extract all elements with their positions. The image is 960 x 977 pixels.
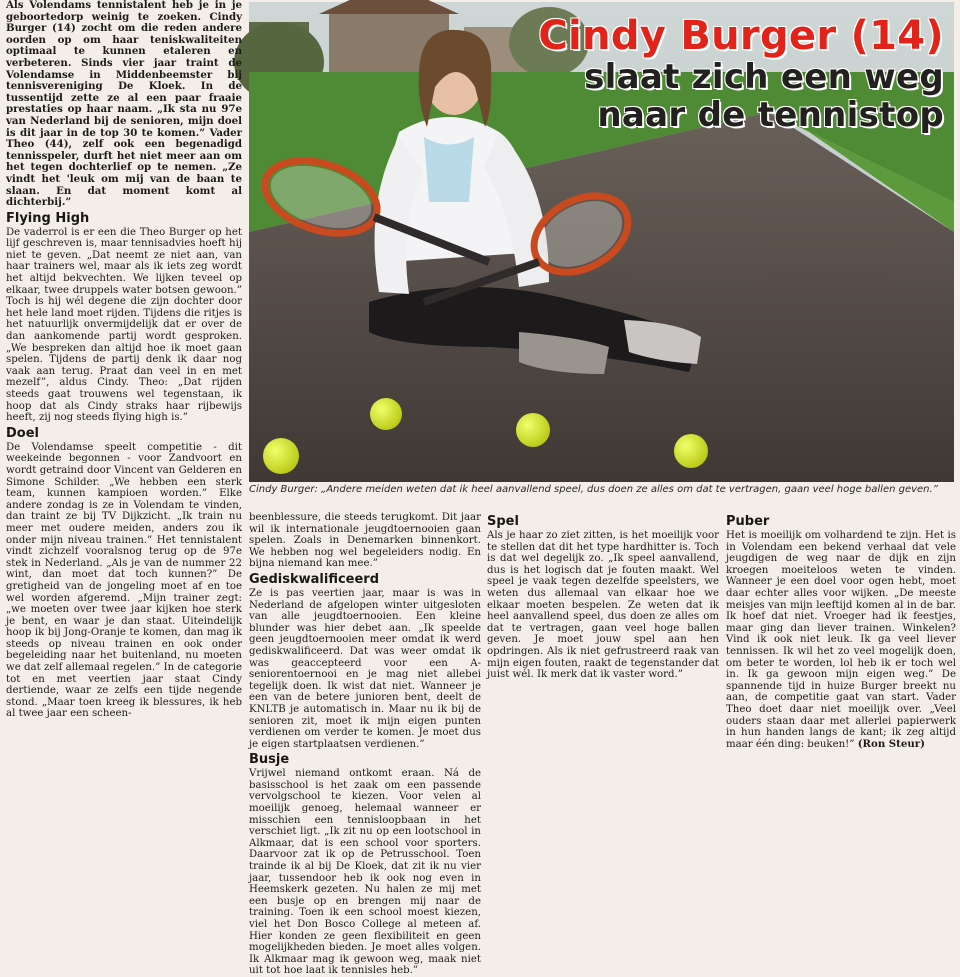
section-text-spel: Als je haar zo ziet zitten, is het moeilijk voor te stellen dat dit het type hardhitter is. Toch is dat wel degelijk zo. „Ik speel aanvallend, dus is het logisch dat je fouten maakt. Wel speel je vaak tegen dezelfde speelsters, we weten dus allemaal van elkaar hoe we elkaar moeten bespelen. Ze weten dat ik heel aanvallend speel, dus doen ze alles om dat te vertragen, gaan veel hoge ballen geven. Je moet jouw spel aan hen opdringen. Als ik niet gefrustreerd raak van mijn eigen fouten, raakt de tegenstander dat juist wél. Ik merk dat ik vaster word.” xyxy=(487,530,719,681)
column-4 xyxy=(726,512,956,838)
tennis-ball-icon xyxy=(263,438,299,474)
intro-paragraph: Als Volendams tennistalent heb je in je geboortedorp weinig te zoeken. Cindy Burger (14) zocht om die reden andere oorden op om haar teniskwaliteiten optimaal te kunnen etaleren en verbeteren. Sinds vier jaar traint de Volendamse in Middenbeemster bij tennisvereniging De Kloek. In de tussentijd zette ze al een paar fraaie prestaties op haar naam. „Ik sta nu 97e van Nederland bij de senioren, mijn doel is dit jaar in de top 30 te komen.” Vader Theo (44), zelf ook een begenadigd tennisspeler, durft het niet meer aan om het tegen dochterlief op te nemen. „Ze vindt het 'leuk om mij van de baan te slaan. En dat moment komt al dichterbij.” xyxy=(6,0,242,209)
section-heading-busje: Busje xyxy=(249,752,290,768)
section-text-busje: Vrijwel niemand ontkomt eraan. Ná de basisschool is het zaak om een passende vervolgschool te kiezen. Voor velen al moeilijk genoeg, helemaal wanneer er misschien een tennisloopbaan in het verschiet ligt. „Ik zit nu op een lootschool in Alkmaar, dat is een school voor sporters. Daarvoor zat ik op de Petrusschool. Toen trainde ik al bij De Kloek, dat zit ik nu vier jaar, tussendoor heb ik ook nog even in Heemskerk gezeten. Nu halen ze mij met een busje op en brengen mij naar de training. Toen ik een school moest kiezen, viel het Don Bosco College al meteen af. Hier konden ze geen flexibiliteit en geen mogelijkheden bieden. Je moet alles volgen. Ik Alkmaar mag ik gewoon weg, maak niet uit tot hoe laat ik tennisles heb.” xyxy=(249,768,481,977)
photo-caption: Cindy Burger: „Andere meiden weten dat ik heel aanvallend speel, dus doen ze alles om dat te vertragen, gaan veel hoge ballen geven.” xyxy=(249,484,938,495)
section-text-doel-continued: beenblessure, die steeds terugkomt. Dit jaar wil ik internationale jeugdtoernooien gaan spelen. Zoals in Denemarken binnenkort. We hebben nog wel begeleiders nodig. En bijna niemand kan mee.” xyxy=(249,512,481,570)
section-text-puber xyxy=(726,530,956,750)
section-heading-doel: Doel xyxy=(6,425,39,441)
column-1 xyxy=(6,0,242,838)
headline-subtitle-line-2: naar de tennistop xyxy=(597,95,944,135)
column-3 xyxy=(487,512,719,838)
headline xyxy=(538,14,944,134)
column-2 xyxy=(249,512,481,977)
section-heading-gediskwalificeerd: Gediskwalificeerd xyxy=(249,571,380,587)
section-heading-flying-high: Flying High xyxy=(6,210,90,226)
article-photo xyxy=(249,2,954,482)
headline-subtitle-line-1: slaat zich een weg xyxy=(584,57,944,97)
tennis-ball-icon xyxy=(674,434,708,468)
tennis-ball-icon xyxy=(370,398,402,430)
section-text-puber-body: Het is moeilijk om volhardend te zijn. Het is in Volendam een bekend verhaal dat vele jeugdigen de weg naar de dijk en zijn kroegen moeiteloos weten te vinden. Wanneer je een doel voor ogen hebt, moet daar echter alles voor wijken. „De meeste meisjes van mijn leeftijd komen al in de bar. Ik hoef dat niet. Vroeger had ik feestjes, maar ging dan liever trainen. Winkelen? Vind ik ook niet leuk. Ik ga veel liever tennissen. Ik wil het zo veel mogelijk doen, om beter te worden, lol heb ik er toch wel in. Ik ga gewoon mijn eigen weg.” De spannende tijd in huize Burger breekt nu aan, de competitie gaat van start. Vader Theo doet daar niet moeilijk over. „Veel ouders staan daar met allerlei papierwerk in hun handen langs de kant; ik zeg altijd maar één ding: beuken!” xyxy=(726,530,956,750)
section-text-gediskwalificeerd: Ze is pas veertien jaar, maar is was in Nederland de afgelopen winter uitgesloten van alle jeugdtoernooien. Een kleine blunder was hier debet aan. „Ik speelde geen jeugdtoernooien meer omdat ik werd gediskwalificeerd. Dat was weer omdat ik was geaccepteerd voor een A-seniorentoernooi en je mag niet allebei tegelijk doen. Ik wist dat niet. Wanneer je een van de betere junioren bent, deelt de KNLTB je automatisch in. Maar nu ik bij de senioren zit, moet ik mijn eigen punten verdienen om verder te komen. Je moet dus je eigen startplaatsen verdienen.” xyxy=(249,587,481,750)
headline-name: Cindy Burger (14) xyxy=(538,13,944,59)
section-text-doel: De Volendamse speelt competitie - dit weekeinde begonnen - voor Zandvoort en wordt getraind door Vincent van Gelderen en Simone Schilder. „We hebben een sterk team, kunnen kampioen worden.” Elke andere zondag is ze in Volendam te vinden, dan traint ze bij TV Dijkzicht. „Ik train nu meer met oudere meiden, anders zou ik onder mijn niveau trainen.” Het tennistalent vindt zichzelf vooralsnog terug op de 97e stek in Nederland. „Als je van de nummer 22 wint, dan moet dat toch kunnen?” De gretigheid van de jongeling moet af en toe wel worden afgeremd. „Mijn trainer zegt: „we moeten over twee jaar kijken hoe sterk je bent, en waar je dan staat. Uiteindelijk hoop ik bij Jong-Oranje te komen, dan mag ik steeds op niveau trainen en ook onder begeleiding naar het buitenland, nu moeten we dat zelf allemaal regelen.” In de categorie tot en met veertien jaar staat Cindy dertiende, waar ze zelfs een tijde negende stond. „Maar toen kreeg ik blessures, ik heb al twee jaar een scheen- xyxy=(6,441,242,720)
tennis-ball-icon xyxy=(516,413,550,447)
section-heading-spel: Spel xyxy=(487,514,519,529)
section-text-flying-high: De vaderrol is er een die Theo Burger op het lijf geschreven is, maar tennisadvies hoeft hij niet te geven. „Dat neemt ze niet aan, van haar trainers wel, maar als ik iets zeg wordt het altijd bekvechten. We lijken teveel op elkaar, twee druppels water botsen gewoon.” Toch is hij wél degene die zijn dochter door het hele land moet rijden. Tijdens die ritjes is het natuurlijk onvermijdelijk dat er over de dan aankomende partij wordt gesproken. „We bespreken dan altijd hoe ik moet gaan spelen. Tijdens de partij denk ik daar nog vaak aan terug. Praat dan veel in en met mezelf”, aldus Cindy. Theo: „Dat rijden steeds gaat trouwens wel tegenstaan, ik hoop dat als Cindy straks haar rijbewijs heeft, zij nog steeds flying high is.” xyxy=(6,226,242,424)
section-heading-puber: Puber xyxy=(726,514,770,529)
author-credit: (Ron Steur) xyxy=(857,737,925,750)
